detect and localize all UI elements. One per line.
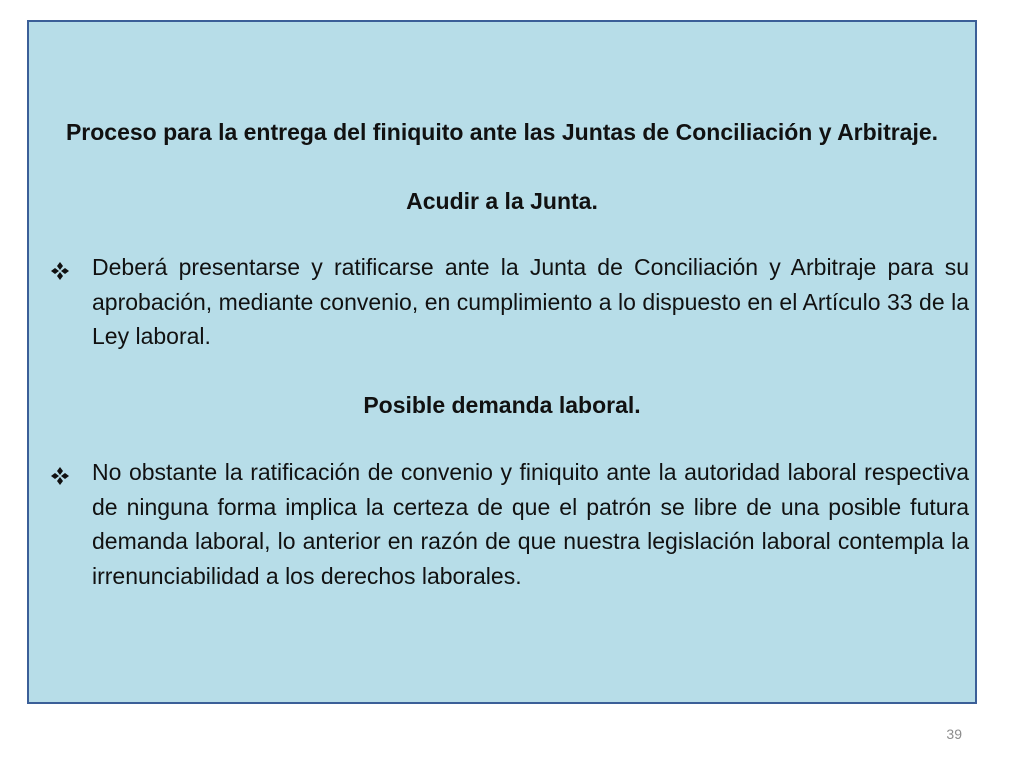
four-diamond-bullet-icon <box>50 466 70 486</box>
bullet-item <box>37 250 969 354</box>
page-number: 39 <box>946 726 962 742</box>
content-box <box>27 20 977 704</box>
section-heading-demanda: Posible demanda laboral. <box>363 392 641 418</box>
section-heading-acudir: Acudir a la Junta. <box>406 188 598 214</box>
bullet-item <box>37 455 969 593</box>
slide-title: Proceso para la entrega del finiquito ante las Juntas de Conciliación y Arbitraje. <box>65 119 939 145</box>
bullet-text: Deberá presentarse y ratificarse ante la Junta de Conciliación y Arbitraje para su aprobación, mediante convenio, en cumplimiento a lo dispuesto en el Artículo 33 de la Ley laboral. <box>92 254 969 349</box>
four-diamond-bullet-icon <box>50 261 70 281</box>
bullet-text: No obstante la ratificación de convenio y finiquito ante la autoridad laboral respectiva de ninguna forma implica la certeza de que el patrón se libre de una posible futura demanda laboral, lo anterior en razón de que nuestra legislación laboral contempla la irrenunciabilidad a los derechos laborales. <box>92 459 969 589</box>
